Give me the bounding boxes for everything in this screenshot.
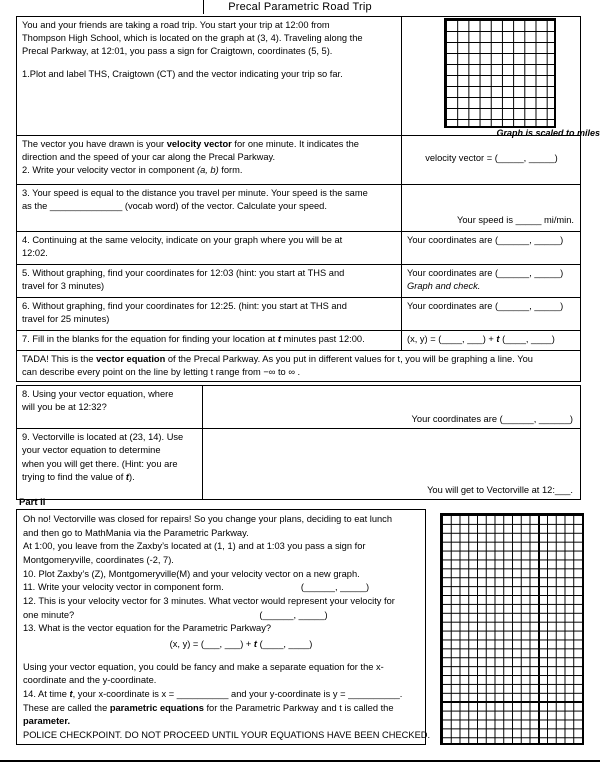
table-row [17,298,581,331]
q2-line-3: 2. Write your velocity vector in component (a, b) form. [22,165,243,176]
part2-line-3: At 1:00, you leave from the Zaxby’s located at (1, 1) and at 1:03 you pass a sign for [23,541,366,552]
part2-spacer [23,652,419,661]
q7-answer-cell [402,331,581,351]
page-bottom-rule [0,760,600,762]
part2-line-1: Oh no! Vectorville was closed for repairs! So you change your plans, deciding to eat lunch [23,514,392,524]
q8-line-2: will you be at 12:32? [22,402,107,413]
page-title: Precal Parametric Road Trip [228,1,372,13]
q7-prompt-cell [17,331,402,351]
q7-line-1: 7. Fill in the blanks for the equation for finding your location at t minutes past 12:00. [22,334,365,344]
graph-x-axis [442,701,582,703]
q6-answer-blank[interactable]: Your coordinates are (______, _____) [407,301,564,311]
q6-prompt-cell [17,298,402,331]
q9-answer-blank[interactable]: You will get to Vectorville at 12:___. [427,485,573,496]
graph-grid-parametric-parkway[interactable] [440,513,584,745]
graph-grid-precal-parkway[interactable] [444,18,556,128]
table-row [17,265,581,298]
q5-line-2: travel for 3 minutes) [22,281,105,292]
graph-scale-caption: Graph is scaled to miles [496,128,600,138]
q9-line-3: when you will get there. (Hint: you are [22,458,178,469]
part2-line-2: and then go to MathMania via the Parametric Parkway. [23,527,249,538]
q8-answer-blank[interactable]: Your coordinates are (______, ______) [411,414,573,424]
table-row [17,386,581,429]
q4-line-2: 12:02. [22,248,48,259]
q5-line-1: 5. Without graphing, find your coordinates for 12:03 (hint: you start at THS and [22,268,345,278]
part2-heading: Part II [19,497,46,508]
q8-line-1: 8. Using your vector equation, where [22,389,174,399]
q13-prompt: 13. What is the vector equation for the Parametric Parkway? [23,623,272,634]
q9-line-4: trying to find the value of t). [22,471,135,482]
table-row [17,429,581,500]
part2-content-box [16,509,431,745]
table-row [17,331,581,351]
q5-answer-blank[interactable]: Your coordinates are (______, _____) [407,268,564,278]
q4-answer-cell [402,232,581,265]
q3-line-2: as the ______________ (vocab word) of the vector. Calculate your speed. [22,201,327,212]
q11-answer-blank[interactable]: (______, _____) [300,582,370,593]
q14-prompt[interactable]: 14. At time t, your x-coordinate is x = __________ and your y-coordinate is y = __________. [23,688,403,699]
part1-table-lower [16,385,581,500]
q2-prompt-cell [17,136,402,185]
tada-line-2: can describe every point on the line by letting t range from −∞ to ∞ . [22,367,301,378]
q9-answer-cell [203,429,581,500]
tada-cell [17,351,581,382]
fancy-line-2: coordinate and the y-coordinate. [23,675,157,686]
q8-prompt-cell [17,386,203,429]
row1-line-1: You and your friends are taking a road trip. You start your trip at 12:00 from [22,20,330,30]
q6-answer-cell [402,298,581,331]
q5-answer-note: Graph and check. [407,281,481,292]
row1-line-4 [22,59,397,68]
q4-prompt-cell [17,232,402,265]
q6-line-2: travel for 25 minutes) [22,314,110,325]
table-row [17,351,581,382]
q13-equation-blank[interactable]: (x, y) = (___, ___) + t (____, ____) [169,638,313,649]
term-velocity-vector: velocity vector [166,139,232,149]
tada-line-1: TADA! This is the vector equation of the Precal Parkway. As you put in different values for t, you will be graphing a line. You [22,354,533,364]
q9-line-1: 9. Vectorville is located at (23, 14). Use [22,432,184,443]
q11-row [23,581,419,595]
q3-line-1: 3. Your speed is equal to the distance you travel per minute. Your speed is the same [22,188,368,198]
graph-y-axis [538,515,540,743]
term-parametric-equations: parametric equations [109,702,204,713]
q3-answer-blank[interactable]: Your speed is _____ mi/min. [457,215,574,225]
part2-line-4: Montgomeryville, coordinates (-2, 7). [23,554,174,565]
parametric-eq-line-1: These are called the parametric equations for the Parametric Parkway and t is called the [23,702,394,713]
row1-line-5: 1.Plot and label THS, Craigtown (CT) and the vector indicating your trip so far. [22,68,343,79]
q11-prompt: 11. Write your velocity vector in component form. [23,582,224,593]
q2-answer-blank[interactable]: velocity vector = (_____, _____) [425,153,558,163]
row1-line-3: Precal Parkway, at 12:01, you pass a sign for Craigtown, coordinates (5, 5). [22,46,333,57]
q3-prompt-cell [17,185,402,232]
q12-row-2 [23,609,419,623]
q3-answer-cell [402,185,581,232]
q2-answer-cell [402,136,581,185]
table-row [17,136,581,185]
q12-line-1: 12. This is your velocity vector for 3 minutes. What vector would represent your velocity for [23,595,395,606]
fancy-line-1: Using your vector equation, you could be fancy and make a separate equation for the x- [23,661,384,672]
row1-line-2: Thompson High School, which is located on the graph at (3, 4). Traveling along the [22,33,363,44]
q8-answer-cell [203,386,581,429]
q10-prompt: 10. Plot Zaxby’s (Z), Montgomeryville(M) and your velocity vector on a new graph. [23,568,360,579]
q9-line-2: your vector equation to determine [22,445,161,456]
q2-line-2: direction and the speed of your car along the Precal Parkway. [22,152,276,163]
table-row [17,185,581,232]
q7-answer-blank[interactable]: (x, y) = (____, ___) + t (____, ____) [407,334,555,344]
q9-prompt-cell [17,429,203,500]
q6-line-1: 6. Without graphing, find your coordinates for 12:25. (hint: you start at THS and [22,301,347,311]
q4-line-1: 4. Continuing at the same velocity, indicate on your graph where you will be at [22,235,343,245]
q4-answer-blank[interactable]: Your coordinates are (______, _____) [407,235,564,245]
q5-prompt-cell [17,265,402,298]
q2-line-1: The vector you have drawn is your velocity vector for one minute. It indicates the [22,139,359,149]
q5-answer-cell [402,265,581,298]
police-checkpoint-notice: POLICE CHECKPOINT. DO NOT PROCEED UNTIL YOUR EQUATIONS HAVE BEEN CHECKED. [23,729,431,740]
row1-prompt-cell [17,17,402,136]
q12-answer-blank[interactable]: (______, _____) [259,609,328,620]
q12-line-2: one minute? [23,609,75,620]
table-row [17,232,581,265]
term-parameter: parameter. [23,716,71,727]
